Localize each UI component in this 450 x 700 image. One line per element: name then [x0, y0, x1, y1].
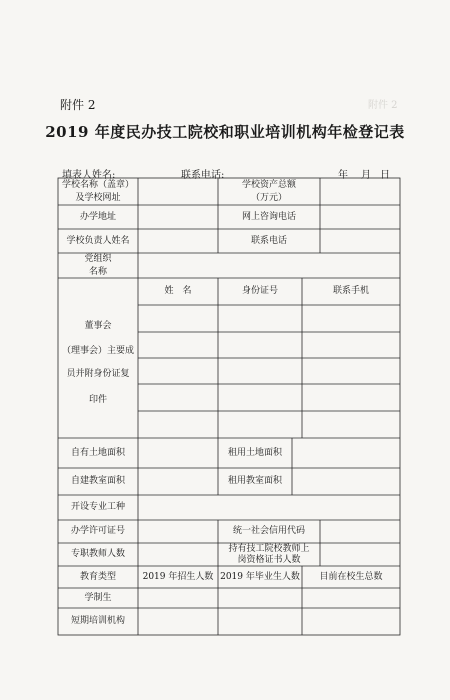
teachers-label: 专职教师人数 [70, 549, 125, 559]
year-label: 年 [338, 170, 348, 181]
academic-students-label: 学制生 [84, 592, 112, 603]
board-label-line3: 员并附身份证复 [66, 369, 130, 379]
current-students-label: 目前在校生总数 [319, 571, 383, 582]
own-land-label: 自有土地面积 [70, 447, 125, 458]
board-label-line2: （理事会）主要成 [61, 346, 134, 356]
certified-line1: 持有技工院校教师上 [228, 543, 310, 554]
principal-label: 学校负责人姓名 [66, 235, 130, 246]
short-term-training-label: 短期培训机构 [70, 616, 125, 626]
contact-phone-label: 联系电话 [250, 235, 287, 246]
school-name-label [58, 178, 138, 205]
certified-line2: 岗资格证书人数 [237, 554, 301, 565]
address-label: 办学地址 [79, 211, 116, 222]
credit-code-label: 统一社会信用代码 [232, 526, 305, 536]
majors-label: 开设专业工种 [70, 502, 125, 512]
rent-room-label: 租用教室面积 [227, 476, 282, 486]
phone-label: 联系电话: [181, 170, 225, 181]
board-label-line4: 印件 [88, 395, 107, 405]
certified-teachers-label [218, 543, 320, 566]
rent-land-label: 租用土地面积 [227, 447, 282, 458]
party-org-line2: 名称 [88, 266, 107, 277]
own-room-label: 自建教室面积 [70, 476, 125, 486]
col-header-name: 姓 名 [164, 286, 192, 296]
assets-label [218, 178, 320, 205]
edu-type-label: 教育类型 [79, 571, 116, 582]
school-name-line1: 学校名称（盖章） [61, 179, 134, 190]
party-org-line1: 党组织 [84, 253, 112, 264]
grads-2019-label: 2019 年毕业生人数 [220, 571, 300, 582]
board-label-line1: 董事会 [84, 321, 112, 331]
page-title: 2019 年度民办技工院校和职业培训机构年检登记表 [45, 123, 405, 141]
assets-line1: 学校资产总额 [241, 179, 296, 190]
filler-name-label: 填表人姓名: [62, 170, 116, 181]
online-phone-label: 网上咨询电话 [241, 211, 296, 222]
license-label: 办学许可证号 [70, 526, 125, 536]
day-label: 日 [380, 170, 390, 181]
assets-line2: （万元） [250, 192, 287, 203]
bleed-through-text: 附件 2 [368, 100, 398, 111]
col-header-mobile: 联系手机 [332, 286, 369, 296]
enroll-2019-label: 2019 年招生人数 [142, 571, 214, 582]
col-header-id: 身份证号 [241, 286, 278, 296]
party-org-label [58, 253, 138, 278]
attachment-label: 附件 2 [60, 98, 96, 112]
school-name-line2: 及学校网址 [75, 192, 121, 203]
month-label: 月 [361, 170, 371, 181]
